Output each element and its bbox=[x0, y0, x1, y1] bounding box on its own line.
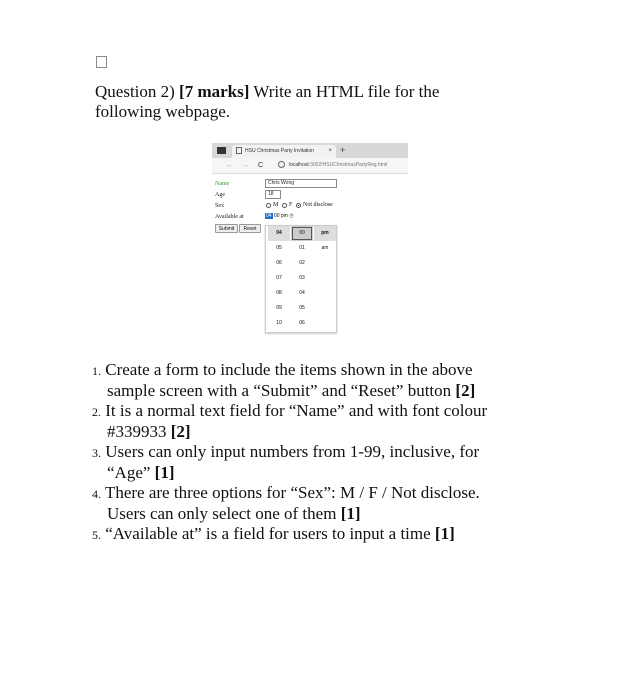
minute-option[interactable]: 05 bbox=[299, 305, 305, 311]
task-line1: Create a form to include the items shown in the above bbox=[105, 360, 473, 379]
sex-option-m: M bbox=[273, 202, 279, 208]
task-line1: “Available at” is a field for users to input a time bbox=[105, 524, 431, 543]
name-input[interactable]: Chris Wong bbox=[265, 179, 337, 188]
time-input[interactable] bbox=[265, 213, 294, 220]
period-column bbox=[314, 226, 336, 256]
task-number: 2. bbox=[92, 405, 101, 419]
task-marks: [1] bbox=[154, 463, 175, 482]
task-line1: It is a normal text field for “Name” and with font colour bbox=[105, 401, 488, 420]
hour-option[interactable]: 06 bbox=[276, 260, 282, 266]
question-marks: [7 marks] bbox=[179, 82, 250, 101]
hour-option[interactable]: 10 bbox=[276, 320, 282, 326]
question-prefix: Question 2) bbox=[95, 82, 180, 101]
minute-option[interactable]: 03 bbox=[299, 275, 305, 281]
time-hour[interactable]: 04 bbox=[266, 213, 272, 219]
minute-option[interactable]: 02 bbox=[299, 260, 305, 266]
task-list bbox=[92, 360, 532, 545]
task-line2: sample screen with a “Submit” and “Reset” button bbox=[107, 381, 452, 400]
time-minute[interactable]: 00 bbox=[273, 213, 280, 219]
task-item bbox=[92, 360, 532, 401]
forward-icon[interactable]: → bbox=[242, 162, 249, 169]
hour-option[interactable]: 05 bbox=[276, 245, 282, 251]
checkbox[interactable] bbox=[96, 56, 107, 68]
question-text bbox=[95, 82, 515, 122]
sex-radio-not-disclose[interactable] bbox=[296, 203, 301, 208]
task-marks: [2] bbox=[170, 422, 191, 441]
task-number: 4. bbox=[92, 487, 101, 501]
reset-button[interactable]: Reset bbox=[239, 224, 261, 233]
hour-column bbox=[268, 226, 290, 331]
time-period[interactable]: pm bbox=[280, 213, 288, 219]
url-field[interactable] bbox=[278, 161, 387, 170]
submit-button[interactable]: Submit bbox=[215, 224, 238, 233]
task-number: 1. bbox=[92, 364, 101, 378]
task-item bbox=[92, 442, 532, 483]
sex-option-f: F bbox=[289, 202, 293, 208]
new-tab-icon[interactable]: + bbox=[340, 145, 346, 155]
minute-option[interactable]: 06 bbox=[299, 320, 305, 326]
url-path: :3002/HSUChristmasPartyReg.html bbox=[308, 162, 388, 168]
browser-tab-bar bbox=[212, 143, 408, 158]
age-label: Age bbox=[215, 192, 225, 198]
question-line1: Write an HTML file for the bbox=[249, 82, 440, 101]
sex-option-not-disclose: Not disclose bbox=[303, 202, 333, 208]
address-bar bbox=[212, 158, 408, 174]
page-icon bbox=[236, 147, 242, 154]
available-label: Available at bbox=[215, 214, 244, 220]
clock-icon[interactable]: ◷ bbox=[289, 213, 294, 219]
task-marks: [1] bbox=[340, 504, 361, 523]
task-line1: There are three options for “Sex”: M / F / Not disclose. bbox=[104, 483, 480, 502]
age-input[interactable]: 18 bbox=[265, 190, 281, 199]
url-domain: localhost bbox=[289, 162, 309, 168]
minute-option[interactable]: 04 bbox=[299, 290, 305, 296]
task-item bbox=[92, 524, 532, 545]
time-picker-dropdown bbox=[265, 225, 337, 333]
task-line2: “Age” bbox=[107, 463, 151, 482]
question-line2: following webpage. bbox=[95, 102, 231, 121]
period-option[interactable]: pm bbox=[314, 226, 336, 241]
task-line2: Users can only select one of them bbox=[107, 504, 337, 523]
sex-radio-m[interactable] bbox=[266, 203, 271, 208]
sample-screenshot bbox=[212, 143, 408, 333]
hour-option[interactable]: 04 bbox=[268, 226, 290, 241]
back-icon[interactable]: ← bbox=[226, 162, 233, 169]
sex-label: Sex bbox=[215, 203, 224, 209]
sex-radio-f[interactable] bbox=[282, 203, 287, 208]
minute-option[interactable]: 01 bbox=[299, 245, 305, 251]
tab-title: HSU Christmas Party Invitation bbox=[245, 148, 314, 154]
hour-option[interactable]: 07 bbox=[276, 275, 282, 281]
task-item bbox=[92, 483, 532, 524]
period-option[interactable]: am bbox=[321, 245, 329, 251]
info-icon bbox=[278, 161, 285, 168]
window-icon bbox=[217, 147, 226, 154]
tab-close-icon[interactable]: × bbox=[328, 148, 332, 154]
task-number: 3. bbox=[92, 446, 101, 460]
reload-icon[interactable]: C bbox=[258, 162, 264, 169]
browser-tab[interactable] bbox=[232, 145, 336, 158]
minute-option[interactable]: 00 bbox=[291, 226, 313, 241]
hour-option[interactable]: 08 bbox=[276, 290, 282, 296]
task-number: 5. bbox=[92, 528, 101, 542]
task-item bbox=[92, 401, 532, 442]
task-marks: [1] bbox=[434, 524, 455, 543]
minute-column bbox=[291, 226, 313, 331]
task-marks: [2] bbox=[455, 381, 476, 400]
task-line2: #339933 bbox=[107, 422, 167, 441]
name-label: Name bbox=[215, 181, 230, 187]
hour-option[interactable]: 09 bbox=[276, 305, 282, 311]
task-line1: Users can only input numbers from 1-99, inclusive, for bbox=[105, 442, 480, 461]
